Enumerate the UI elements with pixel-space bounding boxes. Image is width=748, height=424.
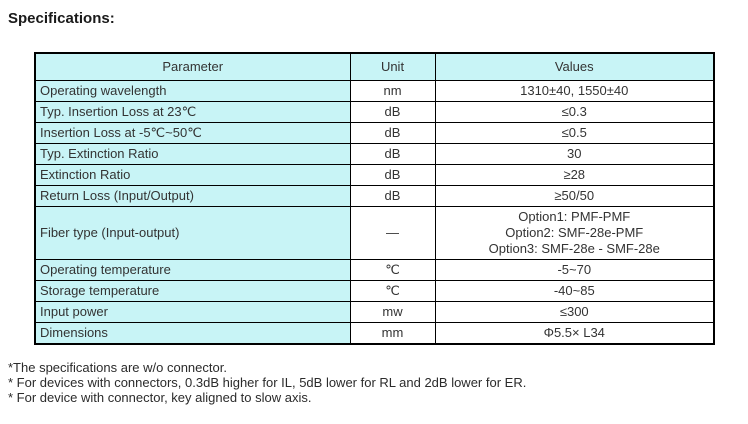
value-line: Option3: SMF-28e - SMF-28e	[488, 240, 660, 256]
unit-cell: ℃	[350, 259, 435, 280]
page-title: Specifications:	[8, 10, 115, 27]
value-line: Option1: PMF-PMF	[518, 208, 631, 224]
footnote-line: * For devices with connectors, 0.3dB higher for IL, 5dB lower for RL and 2dB lower for ER.	[8, 375, 527, 390]
value-line: ≥28	[563, 166, 586, 182]
unit-cell: mm	[350, 322, 435, 344]
parameter-cell: Storage temperature	[35, 280, 350, 301]
values-cell	[435, 164, 714, 185]
unit-cell: mw	[350, 301, 435, 322]
values-cell	[435, 301, 714, 322]
parameter-cell: Typ. Extinction Ratio	[35, 143, 350, 164]
footnote-line: *The specifications are w/o connector.	[8, 360, 227, 375]
table-row	[35, 122, 714, 143]
unit-cell: dB	[350, 143, 435, 164]
unit-cell: dB	[350, 122, 435, 143]
header-row	[35, 53, 714, 80]
header-unit: Unit	[350, 53, 435, 80]
values-cell	[435, 259, 714, 280]
values-cell	[435, 280, 714, 301]
values-cell	[435, 122, 714, 143]
unit-cell: nm	[350, 80, 435, 101]
value-line: Φ5.5× L34	[543, 324, 605, 340]
unit-cell: dB	[350, 185, 435, 206]
value-line: -40~85	[553, 282, 595, 298]
value-line: ≤0.5	[561, 124, 587, 140]
spec-table-header	[35, 53, 714, 80]
values-cell	[435, 143, 714, 164]
unit-cell: dB	[350, 101, 435, 122]
header-parameter: Parameter	[35, 53, 350, 80]
value-line: 30	[567, 145, 582, 161]
footnote-line: * For device with connector, key aligned to slow axis.	[8, 390, 312, 405]
parameter-cell: Input power	[35, 301, 350, 322]
value-line: ≤0.3	[561, 103, 587, 119]
unit-cell: dB	[350, 164, 435, 185]
parameter-cell: Extinction Ratio	[35, 164, 350, 185]
spec-table-body	[35, 80, 714, 344]
parameter-cell: Fiber type (Input-output)	[35, 206, 350, 259]
table-row	[35, 80, 714, 101]
values-cell	[435, 322, 714, 344]
table-row	[35, 101, 714, 122]
footnotes	[8, 360, 526, 405]
value-line: 1310±40, 1550±40	[520, 82, 629, 98]
unit-cell: ℃	[350, 280, 435, 301]
table-row	[35, 206, 714, 259]
parameter-cell: Dimensions	[35, 322, 350, 344]
values-cell	[435, 206, 714, 259]
parameter-cell: Insertion Loss at -5℃~50℃	[35, 122, 350, 143]
unit-cell: —	[350, 206, 435, 259]
parameter-cell: Operating wavelength	[35, 80, 350, 101]
specifications-table	[34, 52, 715, 345]
values-cell	[435, 101, 714, 122]
values-cell	[435, 80, 714, 101]
table-row	[35, 143, 714, 164]
value-line: ≥50/50	[554, 187, 595, 203]
value-line: -5~70	[557, 261, 592, 277]
value-line: ≤300	[559, 303, 589, 319]
value-line: Option2: SMF-28e-PMF	[505, 224, 644, 240]
table-row	[35, 185, 714, 206]
table-row	[35, 322, 714, 344]
parameter-cell: Return Loss (Input/Output)	[35, 185, 350, 206]
table-row	[35, 280, 714, 301]
table-row	[35, 259, 714, 280]
table-row	[35, 301, 714, 322]
parameter-cell: Operating temperature	[35, 259, 350, 280]
header-values: Values	[435, 53, 714, 80]
parameter-cell: Typ. Insertion Loss at 23℃	[35, 101, 350, 122]
values-cell	[435, 185, 714, 206]
table-row	[35, 164, 714, 185]
